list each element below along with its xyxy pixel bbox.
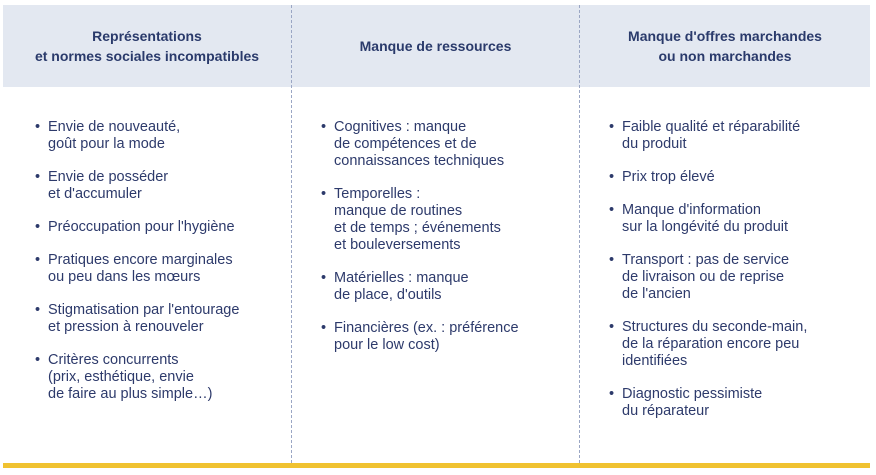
list-item-text: Stigmatisation par l'entourage et pression à renouveler <box>48 302 240 335</box>
list-item <box>35 119 285 153</box>
bottom-accent-bar <box>3 463 870 468</box>
list-item <box>609 169 864 186</box>
column-header-social-norms: Représentations et normes sociales incompatibles <box>34 28 260 64</box>
list-item <box>609 252 864 303</box>
list-item-text: Manque d'information sur la longévité du produit <box>622 202 789 235</box>
list-item-text: Temporelles : manque de routines et de temps ; événements et bouleversements <box>334 186 501 253</box>
list-item-text: Diagnostic pessimiste du réparateur <box>622 386 763 419</box>
list-item-text: Critères concurrents (prix, esthétique, envie de faire au plus simple…) <box>48 352 213 402</box>
list-item <box>35 352 285 403</box>
bullet-icon: • <box>35 252 41 268</box>
bullet-icon: • <box>321 320 327 336</box>
resources-list <box>321 119 571 370</box>
bullet-icon: • <box>35 219 41 235</box>
barriers-table <box>3 5 870 465</box>
list-item <box>321 270 571 304</box>
list-item-text: Matérielles : manque de place, d'outils <box>334 270 469 303</box>
list-item <box>321 320 571 354</box>
list-item-text: Transport : pas de service de livraison ou de reprise de l'ancien <box>622 252 790 302</box>
list-item-text: Cognitives : manque de compétences et de connaissances techniques <box>334 119 505 169</box>
list-item <box>321 186 571 254</box>
bullet-icon: • <box>609 386 615 402</box>
bullet-icon: • <box>321 119 327 135</box>
offers-list <box>609 119 864 436</box>
list-item-text: Structures du seconde-main, de la réparation encore peu identifiées <box>622 319 808 369</box>
bullet-icon: • <box>35 119 41 135</box>
list-item-text: Prix trop élevé <box>622 169 715 185</box>
social-norms-list <box>35 119 285 419</box>
list-item <box>321 119 571 170</box>
list-item <box>609 119 864 153</box>
list-item-text: Envie de posséder et d'accumuler <box>48 169 169 202</box>
bullet-icon: • <box>609 202 615 218</box>
list-item <box>609 386 864 420</box>
list-item <box>609 319 864 370</box>
bullet-icon: • <box>609 119 615 135</box>
list-item <box>35 219 285 236</box>
column-header-resources: Manque de ressources <box>359 38 512 54</box>
list-item-text: Faible qualité et réparabilité du produit <box>622 119 801 152</box>
bullet-icon: • <box>35 169 41 185</box>
bullet-icon: • <box>609 319 615 335</box>
list-item <box>35 169 285 203</box>
list-item-text: Pratiques encore marginales ou peu dans les mœurs <box>48 252 233 285</box>
list-item-text: Financières (ex. : préférence pour le low cost) <box>334 320 519 353</box>
bullet-icon: • <box>35 302 41 318</box>
bullet-icon: • <box>321 186 327 202</box>
bullet-icon: • <box>321 270 327 286</box>
list-item-text: Préoccupation pour l'hygiène <box>48 219 235 235</box>
column-header-offers: Manque d'offres marchandes ou non marchandes <box>628 28 822 64</box>
list-item <box>35 252 285 286</box>
bullet-icon: • <box>35 352 41 368</box>
list-item-text: Envie de nouveauté, goût pour la mode <box>48 119 181 152</box>
list-item <box>609 202 864 236</box>
list-item <box>35 302 285 336</box>
bullet-icon: • <box>609 252 615 268</box>
bullet-icon: • <box>609 169 615 185</box>
